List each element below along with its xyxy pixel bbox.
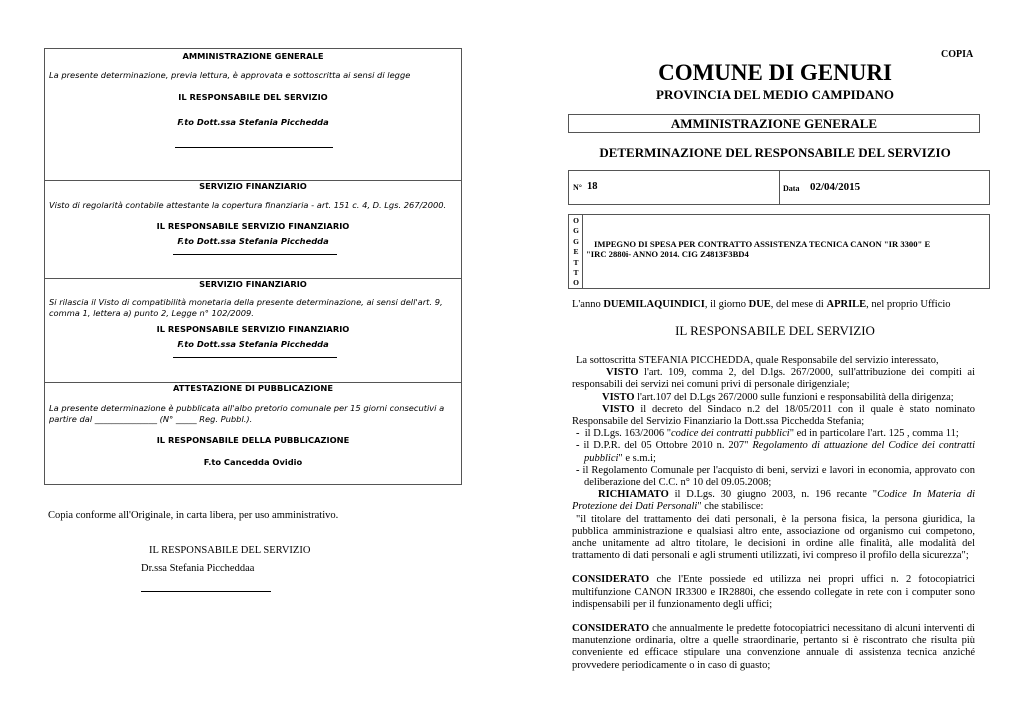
bullet-item: - il D.Lgs. 163/2006 "codice dei contratti pubblici" ed in particolare l'art. 125 , comma 11; xyxy=(576,428,959,440)
footer-role: IL RESPONSABILE DEL SERVIZIO xyxy=(149,545,311,556)
oggetto-letter: T xyxy=(573,257,579,267)
intro-text: , nel proprio Ufficio xyxy=(866,299,951,310)
para-richiamato xyxy=(572,489,975,513)
visto-label: VISTO xyxy=(606,367,639,379)
considerato-label: CONSIDERATO xyxy=(572,623,650,635)
section-title: SERVIZIO FINANZIARIO xyxy=(199,279,307,289)
oggetto-letter: T xyxy=(573,268,579,278)
intro-text: L'anno xyxy=(572,299,604,310)
oggetto-letter: G xyxy=(573,236,579,246)
oggetto-letter: O xyxy=(573,216,579,225)
footer-name: Dr.ssa Stefania Piccheddaa xyxy=(141,563,255,574)
visto-text: l'art.107 del D.Lgs 267/2000 sulle funzioni e responsabilità della dirigenza; xyxy=(634,391,954,403)
richiamato-label: RICHIAMATO xyxy=(598,489,669,501)
signer-name: F.to Dott.ssa Stefania Picchedda xyxy=(177,117,329,127)
determination-body xyxy=(572,355,975,672)
footer-signature-line xyxy=(141,591,271,592)
provincia-title: PROVINCIA DEL MEDIO CAMPIDANO xyxy=(656,87,894,102)
section-text: La presente determinazione, previa lettura, è approvata e sottoscritta ai sensi di legge xyxy=(49,70,411,80)
para-considerato-1 xyxy=(572,574,975,611)
signature-line xyxy=(173,254,337,255)
number-date-box xyxy=(568,170,990,205)
visto-text: l'art. 109, comma 2, del D.lgs. 267/2000, sull'attribuzione dei compiti ai responsabili dei servizi nei comuni privi di personale dirigenziale; xyxy=(572,367,975,391)
section-text: Visto di regolarità contabile attestante la copertura finanziaria - art. 151 c. 4, D. Lgs. 267/2000. xyxy=(49,200,447,210)
bullet-text: il D.P.R. del 05 Ottobre 2010 n. 207" xyxy=(583,440,753,452)
intro-text: , il giorno xyxy=(704,299,749,310)
intro-line xyxy=(572,299,951,310)
signer-name: F.to Dott.ssa Stefania Picchedda xyxy=(177,339,329,349)
oggetto-letter: O xyxy=(573,278,579,288)
para-sottoscritta: La sottoscritta STEFANIA PICCHEDDA, quale Responsabile del servizio interessato, xyxy=(576,355,939,366)
date-value: 02/04/2015 xyxy=(810,181,861,193)
intro-month: APRILE xyxy=(826,299,867,310)
bullet-italic: codice dei contratti pubblici xyxy=(671,428,790,440)
section-text: Si rilascia il Visto di compatibilità monetaria della presente determinazione, ai sensi dell'art. 9, comma 1, lettera a) punto 2, Legge n° 102/2009. xyxy=(49,297,443,318)
para-visto-1 xyxy=(572,367,975,391)
area-title: AMMINISTRAZIONE GENERALE xyxy=(670,116,878,131)
bullet-item: - il Regolamento Comunale per l'acquisto di beni, servizi e lavori in economia, approvato con deliberazione del C.C. n° 10 del 09.05.2008; xyxy=(576,464,976,489)
oggetto-letter: G xyxy=(573,226,579,236)
visto-label: VISTO xyxy=(602,391,635,403)
section-finanziario-2 xyxy=(45,278,461,383)
date-label: Data xyxy=(783,184,800,193)
richiamato-text: il D.Lgs. 30 giugno 2003, n. 196 recante " xyxy=(668,489,878,501)
box-divider xyxy=(779,171,780,204)
bullet-italic: Regolamento di attuazione del Codice dei contratti pubblici xyxy=(584,440,975,464)
section-role: IL RESPONSABILE SERVIZIO FINANZIARIO xyxy=(156,221,350,231)
para-visto-3 xyxy=(572,404,975,428)
signature-line xyxy=(173,357,337,358)
number-value: 18 xyxy=(587,181,598,192)
oggetto-line-2: "IRC 2880i- ANNO 2014. CIG Z4813F3BD4 xyxy=(586,249,749,259)
bullet-text: " e s.m.i; xyxy=(618,452,656,464)
number-label: N° xyxy=(573,183,582,192)
intro-text: , del mese di xyxy=(770,299,827,310)
section-finanziario-1 xyxy=(45,180,461,279)
considerato-label: CONSIDERATO xyxy=(572,574,650,586)
section-text: La presente determinazione è pubblicata all'albo pretorio comunale per 15 giorni consecutivi a partire dal _______________ (N° _____ Reg. Pubbl.). xyxy=(49,403,445,424)
approval-panel xyxy=(44,48,462,485)
intro-year: DUEMILAQUINDICI xyxy=(603,299,705,310)
considerato-text: che annualmente le predette fotocopiatrici necessitano di alcuni interventi di manutenzione ordinaria, oltre a quelle straordinarie, pertanto si è riscontrato che risulta più conveniente ed efficace stipulare una convenzione annuale di assistenza tecnica anziché provvedere periodicamente o in caso di guasto; xyxy=(572,623,975,671)
signer-name: F.to Cancedda Ovidio xyxy=(203,457,303,467)
para-considerato-2 xyxy=(572,623,975,672)
comune-title: COMUNE DI GENURI xyxy=(658,60,892,85)
responsabile-heading: IL RESPONSABILE DEL SERVIZIO xyxy=(675,323,875,338)
section-title: ATTESTAZIONE DI PUBBLICAZIONE xyxy=(172,383,333,393)
visto-label: VISTO xyxy=(602,403,635,415)
intro-day: DUE xyxy=(748,299,771,310)
bullet-item: - il D.P.R. del 05 Ottobre 2010 n. 207" Regolamento di attuazione del Codice dei contratti pubblici" e s.m.i; xyxy=(576,440,975,464)
considerato-text: che l'Ente possiede ed utilizza nei propri uffici n. 2 fotocopiatrici multifunzione CANON IR3300 e IR2880i, che essendo collegate in rete con i computer sono indispensabili per il funzionamento degli uffici; xyxy=(572,574,975,610)
richiamato-italic: Codice In Materia di Protezione dei Dati Personali xyxy=(572,489,975,513)
section-title: AMMINISTRAZIONE GENERALE xyxy=(182,51,324,61)
signature-line xyxy=(175,147,333,148)
bullet-text: il D.Lgs. 163/2006 " xyxy=(584,428,671,440)
copia-label: COPIA xyxy=(941,49,974,60)
visto-text: il decreto del Sindaco n.2 del 18/05/2011 con il quale è stato nominato Responsabile del Servizio Finanziario la Dott.ssa Picchedda Stefania; xyxy=(572,403,975,428)
section-role: IL RESPONSABILE DEL SERVIZIO xyxy=(178,92,328,102)
section-role: IL RESPONSABILE DELLA PUBBLICAZIONE xyxy=(156,435,350,445)
oggetto-divider xyxy=(582,215,583,288)
richiamato-text: " che stabilisce: xyxy=(697,501,764,513)
bullet-text: il Regolamento Comunale per l'acquisto di beni, servizi e lavori in economia, approvato con deliberazione del C.C. n° 10 del 09.05.2008; xyxy=(582,464,976,489)
determinazione-title: DETERMINAZIONE DEL RESPONSABILE DEL SERVIZIO xyxy=(599,145,951,160)
section-amministrazione xyxy=(45,49,461,181)
bullet-text: " ed in particolare l'art. 125 , comma 11; xyxy=(789,428,959,440)
area-box xyxy=(568,114,980,133)
oggetto-label xyxy=(571,216,581,289)
section-title: SERVIZIO FINANZIARIO xyxy=(199,181,307,191)
copy-conforme-note: Copia conforme all'Originale, in carta libera, per uso amministrativo. xyxy=(48,510,339,521)
para-quote: "il titolare del trattamento dei dati personali, è la persona fisica, la persona giuridica, la pubblica amministrazione e qualsiasi altro ente, associazione od organismo cui competono, anche unitamente ad altro titolare, le decisioni in ordine alle finalità, alle modalità del trattamento di dati personali e agli strumenti utilizzati, ivi compreso il profilo della sicurezza"; xyxy=(572,513,975,562)
signer-name: F.to Dott.ssa Stefania Picchedda xyxy=(177,236,329,246)
oggetto-letter: E xyxy=(573,247,579,257)
oggetto-box xyxy=(568,214,990,289)
section-role: IL RESPONSABILE SERVIZIO FINANZIARIO xyxy=(156,324,350,334)
section-pubblicazione xyxy=(45,382,461,486)
para-visto-2 xyxy=(572,392,975,404)
oggetto-line-1: IMPEGNO DI SPESA PER CONTRATTO ASSISTENZA TECNICA CANON "IR 3300" E xyxy=(594,239,931,249)
